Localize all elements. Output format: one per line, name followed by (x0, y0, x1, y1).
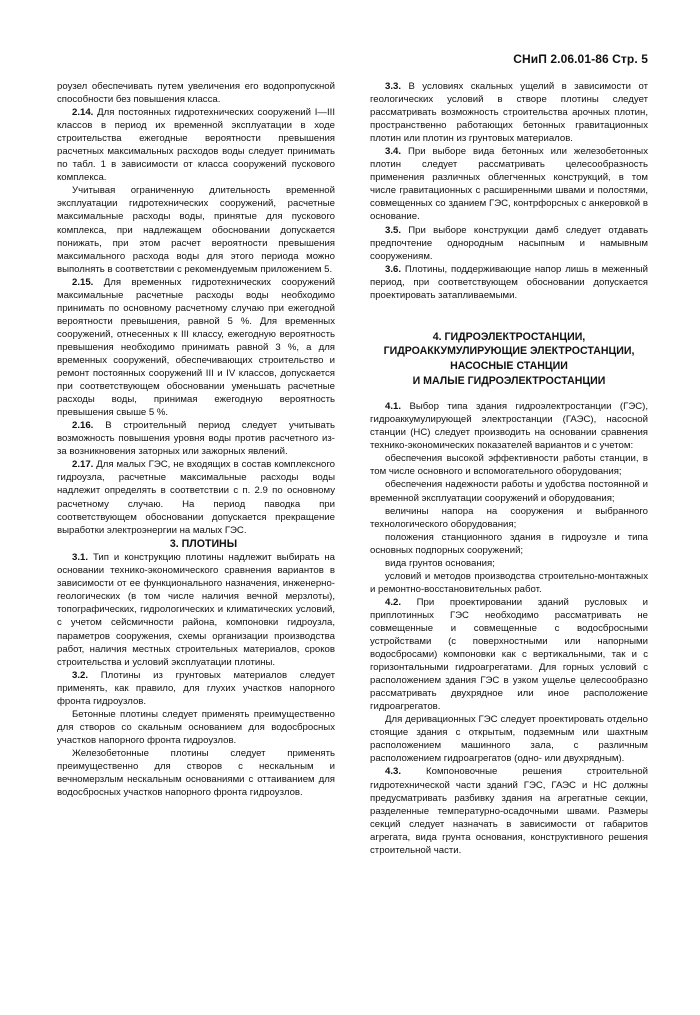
clause-number: 3.5. (385, 224, 402, 236)
clause-3-2: 3.2. Плотины из грунтовых материалов следует применять, как правило, для глухих участков напорного фронта гидроузлов. (57, 669, 335, 707)
clause-2-16: 2.16. В строительный период следует учитывать возможность повышения уровня воды против расчетного из-за возникновения заторных или зажорных явлений. (57, 420, 335, 458)
running-head: СНиП 2.06.01-86 Стр. 5 (513, 52, 648, 66)
clause-number: 3.6. (385, 263, 402, 275)
clause-3-4: 3.4. При выборе вида бетонных или железобетонных плотин следует рассматривать целесообразность применения различных облегченных конструкций, в том числе гравитационных с расширенными швами и полостями, совмещенных со зданием ГЭС, контрфорсных с анкеровкой в основание. (370, 146, 648, 223)
clause-3-6: 3.6. Плотины, поддерживающие напор лишь в меженный период, при соответствующем обосновании допускается проектировать затапливаемыми. (370, 263, 648, 301)
clause-number: 2.15. (72, 276, 94, 288)
clause-number: 2.16. (72, 420, 94, 432)
list-item: вида грунтов основания; (385, 557, 495, 569)
clause-number: 4.3. (385, 766, 402, 778)
paragraph: роузел обеспечивать путем увеличения его водопропускной способности без повышения класса. (57, 81, 335, 106)
clause-4-1: 4.1. Выбор типа здания гидроэлектростанции (ГЭС), гидроаккумулирующей электростанции (ГАЭС), насосной станции (НС) следует производить на основании сравнения технико-экономических показателей вариантов и с учетом: (370, 401, 649, 452)
clause-number: 3.2. (72, 669, 89, 681)
list-item: условий и методов производства строительно-монтажных и ремонтно-восстановительных работ. (370, 570, 648, 595)
clause-number: 4.1. (385, 401, 402, 413)
clause-4-3: 4.3. Компоновочные решения строительной гидротехнической части зданий ГЭС, ГАЭС и НС должны предусматривать разбивку здания на агрегатные секции, разделенные температурно-осадочными швами. Размеры секций следует назначать в зависимости от габаритов агрегата, вида грунта основания, конструктивного решения строительной части. (370, 766, 648, 856)
paragraph: Железобетонные плотины следует применять преимущественно для створов с нескальным и вечномерзлым нескальным основаниями с оттаиванием для водосбросных участков напорного фронта гидроузлов. (57, 747, 335, 799)
clause-number: 2.17. (72, 459, 94, 471)
clause-number: 2.14. (72, 107, 94, 119)
section-heading-3: 3. ПЛОТИНЫ (169, 537, 238, 550)
list-item: положения станционного здания в гидроузле и типа основных подпорных сооружений; (370, 531, 648, 556)
paragraph: Для деривационных ГЭС следует проектировать отдельно стоящие здания с открытым, подземным или шахтным расположением машинного зала, с различным расположением гидроагрегатов (одно- или двухрядным). (370, 714, 648, 765)
clause-2-15: 2.15. Для временных гидротехнических сооружений максимальные расчетные расходы воды необходимо принимать по основному расчетному случаю при ежегодной вероятности превышения, равной 5 %. Для временных сооружений, отнесенных к III классу, ежегодную вероятность превышения необходимо принимать равной 3 %, а для временных сооружений, обеспечивающих строительство и ремонт постоянных сооружений III и IV классов, допускается при соответствующем обосновании уменьшать расчетные расходы воды, принимая ежегодную вероятность превышения свыше 5 %. (57, 276, 335, 419)
clause-2-14: 2.14. Для постоянных гидротехнических сооружений I—III классов в период их временной эксплуатации в ходе строительства ежегодные вероятности превышения расчетных максимальных расходов воды следует принимать по табл. 1 в зависимости от класса сооружений пускового комплекса. (57, 107, 335, 184)
paragraph: Учитывая ограниченную длительность временной эксплуатации гидротехнических сооружений, расчетные максимальные расходы воды, принятые для пускового комплекса, при надлежащем обосновании допускается понижать, при этом расчет вероятности превышения максимального расхода воды для этого периода можно выполнять в соответствии с рекомендуемым приложением 5. (57, 185, 335, 275)
clause-3-3: 3.3. В условиях скальных ущелий в зависимости от геологических условий в створе плотины следует рассматривать возможность строительства арочных плотин, пространственно работающих бетонных гравитационных плотин или плотин из грунтовых материалов. (370, 81, 648, 145)
paragraph: Бетонные плотины следует применять преимущественно для створов со скальным основанием для водосбросных участков напорного фронта гидроузлов. (57, 708, 335, 746)
clause-3-1: 3.1. Тип и конструкцию плотины надлежит выбирать на основании технико-экономического сравнения вариантов в зависимости от ее функционального назначения, инженерно-геологических (в том числе наличия вечной мерзлоты), топографических, гидрологических и климатических условий, с учетом сейсмичности района, компоновки гидроузла, параметров сооружения, схемы организации производства работ, наличия местных строительных материалов, сроков строительства и условий эксплуатации плотины. (57, 552, 336, 668)
clause-4-2: 4.2. При проектировании зданий русловых и приплотинных ГЭС необходимо рассматривать не совмещенные и совмещенные с водосбросными устройствами (с поверхностными или напорными водосбросами) компоновки как с вертикальными, так и с горизонтальными гидроагрегатами. Для горных условий с расположением здания ГЭС в узком ущелье целесообразно рассматривать двухрядное или иное расположение гидроагрегатов. (370, 596, 648, 713)
clause-number: 3.1. (72, 552, 89, 564)
clause-2-17: 2.17. Для малых ГЭС, не входящих в состав комплексного гидроузла, расчетные максимальные расходы воды надлежит определять в соответствии с п. 2.9 по основному расчетному случаю. На период паводка при соответствующем обосновании допускается прекращение выработки электроэнергии на малых ГЭС. (57, 459, 335, 536)
list-item: обеспечения надежности работы и удобства постоянной и временной эксплуатации сооружений и оборудования; (370, 479, 648, 504)
list-item: величины напора на сооружения и выбранного технологического оборудования; (370, 505, 648, 530)
clause-number: 3.4. (385, 146, 402, 158)
clause-number: 3.3. (385, 81, 402, 92)
right-column (370, 80, 648, 857)
left-column (57, 80, 335, 799)
clause-3-5: 3.5. При выборе конструкции дамб следует отдавать предпочтение однородным насыпным и намывным сооружениям. (370, 224, 648, 262)
clause-number: 4.2. (385, 596, 402, 608)
list-item: обеспечения высокой эффективности работы станции, в том числе основного и вспомогательного оборудования; (370, 453, 648, 478)
section-heading-4: 4. ГИДРОЭЛЕКТРОСТАНЦИИ, ГИДРОАККУМУЛИРУЮЩИЕ ЭЛЕКТРОСТАНЦИИ, НАСОСНЫЕ СТАНЦИИ И МАЛЫЕ ГИДРОЭЛЕКТРОСТАНЦИИ (383, 330, 635, 387)
